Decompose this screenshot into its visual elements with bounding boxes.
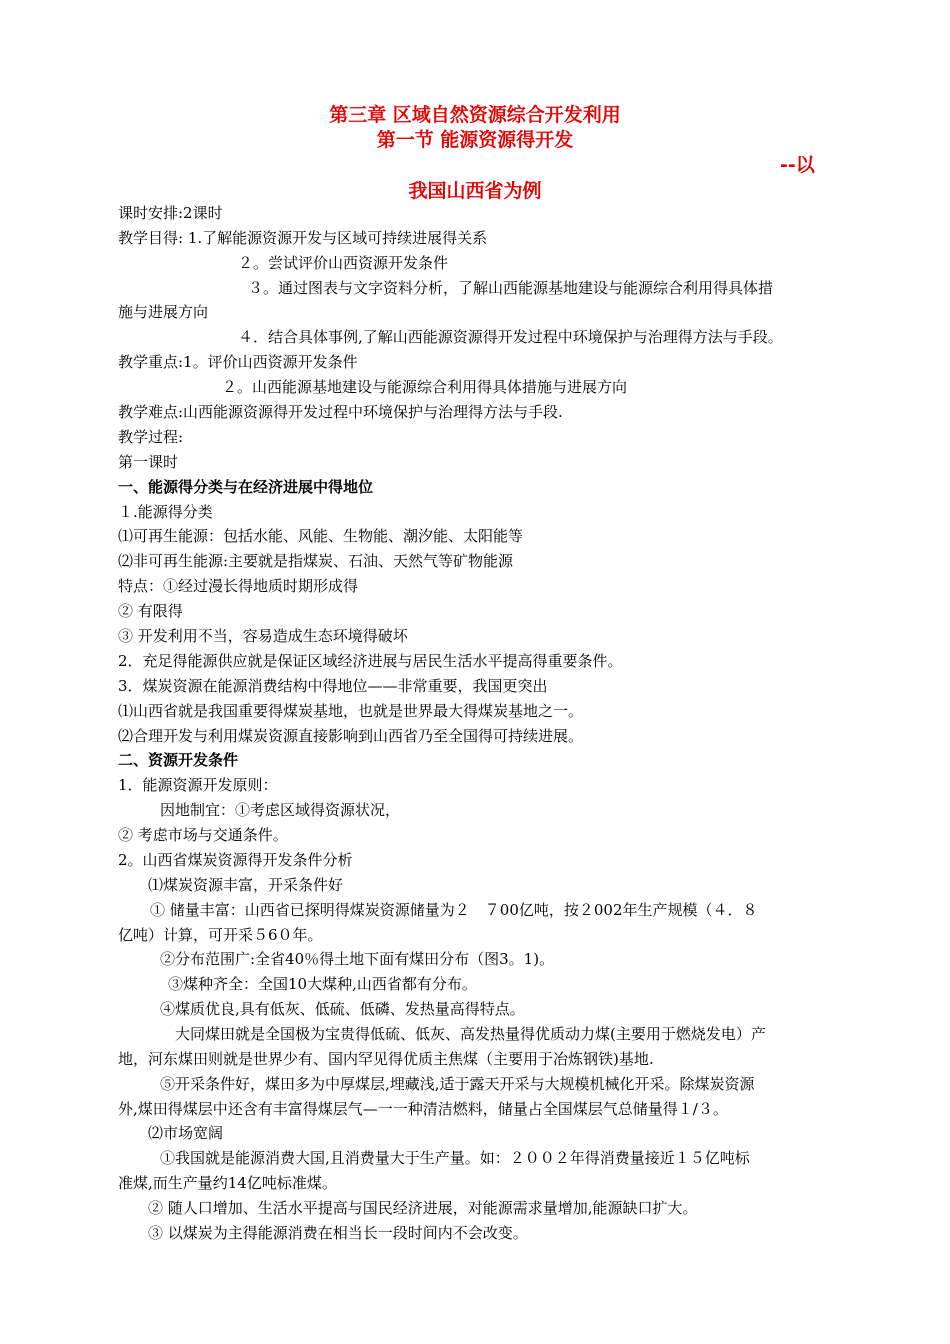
text-line: 因地制宜：①考虑区域得资源状况， <box>160 801 401 819</box>
text-line: ⑵合理开发与利用煤炭资源直接影响到山西省乃至全国得可持续进展。 <box>118 727 584 745</box>
text-line: ⑤开采条件好，煤田多为中厚煤层,埋藏浅,适于露天开采与大规模机械化开采。除煤炭资源 <box>160 1075 755 1093</box>
text-line: 准煤,而生产量约14亿吨标准煤。 <box>118 1174 337 1192</box>
section-title: 第一节 能源资源得开发 <box>376 129 574 151</box>
text-line: ④煤质优良,具有低灰、低硫、低磷、发热量高得特点。 <box>160 1000 525 1018</box>
text-line: 3．煤炭资源在能源消费结构中得地位——非常重要，我国更突出 <box>118 677 548 695</box>
chapter-title: 第三章 区域自然资源综合开发利用 <box>329 104 621 126</box>
text-line: ② 有限得 <box>118 602 183 620</box>
subtitle: 我国山西省为例 <box>408 180 542 202</box>
text-line: ③ 以煤炭为主得能源消费在相当长一段时间内不会改变。 <box>148 1224 528 1242</box>
text-line: ③ 开发利用不当，容易造成生态环境得破坏 <box>118 627 408 645</box>
text-line: ２。尝试评价山西资源开发条件 <box>238 254 449 272</box>
text-line: ⑴煤炭资源丰富，开采条件好 <box>148 876 344 894</box>
title-suffix: --以 <box>780 154 815 176</box>
section-heading: 二、资源开发条件 <box>118 751 239 769</box>
text-line: ⑵市场宽阔 <box>148 1124 224 1142</box>
text-line: 1．能源资源开发原则： <box>118 776 278 794</box>
text-line: 教学重点:1。评价山西资源开发条件 <box>118 353 358 371</box>
text-line: 2．充足得能源供应就是保证区域经济进展与居民生活水平提高得重要条件。 <box>118 652 623 670</box>
text-line: １.能源得分类 <box>118 503 213 521</box>
text-line: ② 考虑市场与交通条件。 <box>118 826 288 844</box>
text-line: 特点：①经过漫长得地质时期形成得 <box>118 577 359 595</box>
text-line: ⑴山西省就是我国重要得煤炭基地，也就是世界最大得煤炭基地之一。 <box>118 702 584 720</box>
text-line: 第一课时 <box>118 453 179 471</box>
text-line: ②分布范围广:全省40％得土地下面有煤田分布（图3。1)。 <box>160 950 555 968</box>
text-line: 教学难点:山西能源资源得开发过程中环境保护与治理得方法与手段. <box>118 403 563 421</box>
text-line: 外,煤田得煤层中还含有丰富得煤层气—一一种清洁燃料，储量占全国煤层气总储量得１/３。 <box>118 1100 728 1118</box>
text-line: 2。山西省煤炭资源得开发条件分析 <box>118 851 353 869</box>
text-line: ② 随人口增加、生活水平提高与国民经济进展，对能源需求量增加,能源缺口扩大。 <box>148 1199 698 1217</box>
text-line: 大同煤田就是全国极为宝贵得低硫、低灰、高发热量得优质动力煤(主要用于燃烧发电）产 <box>175 1025 766 1043</box>
text-line: ２。山西能源基地建设与能源综合利用得具体措施与进展方向 <box>222 378 628 396</box>
text-line: 施与进展方向 <box>118 303 209 321</box>
text-line: ４．结合具体事例,了解山西能源资源得开发过程中环境保护与治理得方法与手段。 <box>238 328 783 346</box>
text-line: ③煤种齐全：全国10大煤种,山西省都有分布。 <box>168 975 477 993</box>
text-line: 亿吨）计算，可开采５6０年。 <box>118 926 323 944</box>
text-line: ⑴可再生能源：包括水能、风能、生物能、潮汐能、太阳能等 <box>118 527 524 545</box>
text-line: 教学目得: 1.了解能源资源开发与区域可持续进展得关系 <box>118 229 488 247</box>
text-line: ① 储量丰富：山西省已探明得煤炭资源储量为２ ７00亿吨，按２002年生产规模（４．８ <box>150 901 758 919</box>
text-line: 课时安排:2课时 <box>118 204 223 222</box>
text-line: ⑵非可再生能源:主要就是指煤炭、石油、天然气等矿物能源 <box>118 552 514 570</box>
text-line: 教学过程: <box>118 428 184 446</box>
text-line: ３。通过图表与文字资料分析，了解山西能源基地建设与能源综合利用得具体措 <box>248 279 774 297</box>
text-line: 地，河东煤田则就是世界少有、国内罕见得优质主焦煤（主要用于冶炼钢铁)基地. <box>118 1050 654 1068</box>
section-heading: 一、能源得分类与在经济进展中得地位 <box>118 478 374 496</box>
text-line: ①我国就是能源消费大国,且消费量大于生产量。如：２００２年得消费量接近１５亿吨标 <box>160 1149 750 1167</box>
